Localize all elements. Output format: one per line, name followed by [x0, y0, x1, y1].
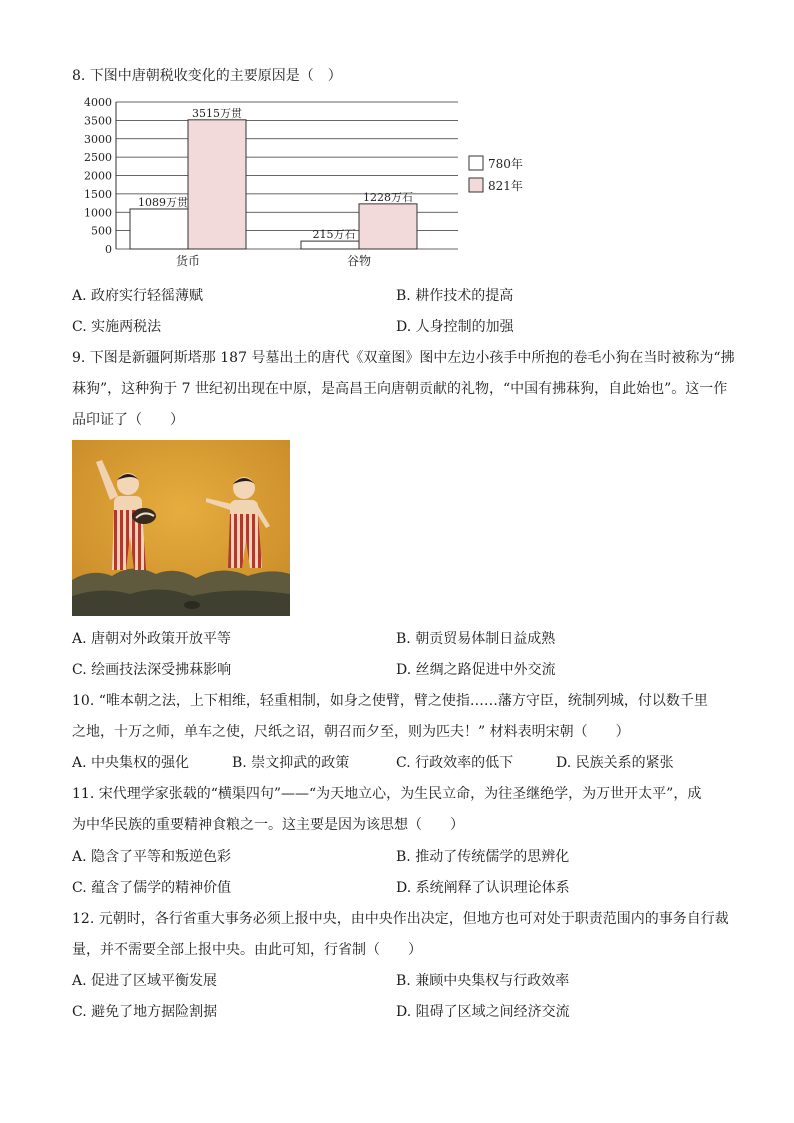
legend-label: 821年 — [488, 179, 523, 193]
question-11-line-2: 为中华民族的重要精神食粮之一。这主要是因为该思想（ ） — [72, 817, 464, 833]
q11-option-b[interactable]: B. 推动了传统儒学的思辨化 — [396, 849, 570, 865]
y-tick-label: 0 — [105, 243, 112, 256]
twin-children-painting — [72, 440, 290, 616]
question-11-line-1: 11. 宋代理学家张载的“横渠四句”——“为天地立心，为生民立命，为往圣继绝学，为万世开太平”，成 — [72, 786, 702, 802]
q12-option-c[interactable]: C. 避免了地方据险割据 — [72, 1004, 218, 1020]
bar — [130, 209, 188, 249]
legend-swatch — [469, 156, 483, 170]
q10-option-b[interactable]: B. 崇文抑武的政策 — [232, 755, 350, 771]
question-8-stem: 8. 下图中唐朝税收变化的主要原因是（ ） — [72, 68, 342, 84]
x-category-label: 谷物 — [346, 254, 372, 268]
question-10-line-2: 之地，十万之师，单车之使，尺纸之诏，朝召而夕至，则为匹夫！” 材料表明宋朝（ ） — [72, 724, 630, 740]
q8-option-d[interactable]: D. 人身控制的加强 — [396, 319, 514, 335]
legend-swatch — [469, 178, 483, 192]
question-12-line-2: 量，并不需要全部上报中央。由此可知，行省制（ ） — [72, 942, 422, 958]
q9-option-b[interactable]: B. 朝贡贸易体制日益成熟 — [396, 631, 556, 647]
y-tick-label: 2500 — [84, 151, 112, 165]
q12-option-b[interactable]: B. 兼顾中央集权与行政效率 — [396, 973, 570, 989]
y-tick-label: 4000 — [84, 96, 112, 109]
q8-option-a[interactable]: A. 政府实行轻徭薄赋 — [72, 288, 204, 304]
q12-option-d[interactable]: D. 阻碍了区域之间经济交流 — [396, 1004, 570, 1020]
question-9-line-2: 菻狗”，这种狗于 7 世纪初出现在中原，是高昌王向唐朝贡献的礼物，“中国有拂菻狗，自此始也”。这一作 — [72, 381, 728, 397]
legend-label: 780年 — [488, 157, 523, 171]
y-tick-label: 1000 — [84, 206, 112, 220]
q8-option-c[interactable]: C. 实施两税法 — [72, 319, 162, 335]
bar-data-label: 1089万贯 — [138, 195, 188, 209]
q9-option-d[interactable]: D. 丝绸之路促进中外交流 — [396, 662, 556, 678]
bar — [188, 120, 246, 249]
q11-option-d[interactable]: D. 系统阐释了认识理论体系 — [396, 880, 570, 896]
tax-bar-chart — [80, 92, 540, 272]
q11-option-c[interactable]: C. 蕴含了儒学的精神价值 — [72, 880, 232, 896]
q11-option-a[interactable]: A. 隐含了平等和叛逆色彩 — [72, 849, 232, 865]
y-tick-label: 3000 — [84, 132, 112, 146]
y-tick-label: 3500 — [84, 114, 112, 128]
bar — [301, 241, 359, 249]
y-tick-label: 500 — [91, 224, 112, 238]
question-9-line-1: 9. 下图是新疆阿斯塔那 187 号墓出土的唐代《双童图》图中左边小孩手中所抱的卷毛小狗在当时被称为“拂 — [72, 350, 735, 366]
q9-option-c[interactable]: C. 绘画技法深受拂菻影响 — [72, 662, 232, 678]
y-tick-label: 2000 — [84, 169, 112, 183]
x-category-label: 货币 — [175, 254, 201, 268]
question-12-line-1: 12. 元朝时，各行省重大事务必须上报中央，由中央作出决定，但地方也可对处于职责范围内的事务自行裁 — [72, 911, 729, 927]
q10-option-d[interactable]: D. 民族关系的紧张 — [556, 755, 674, 771]
question-9-line-3: 品印证了（ ） — [72, 412, 184, 428]
bar — [359, 204, 417, 249]
q12-option-a[interactable]: A. 促进了区域平衡发展 — [72, 973, 218, 989]
y-tick-label: 1500 — [84, 187, 112, 201]
q9-option-a[interactable]: A. 唐朝对外政策开放平等 — [72, 631, 232, 647]
bar-data-label: 215万石 — [312, 228, 356, 242]
bar-data-label: 1228万石 — [363, 190, 413, 204]
bar-data-label: 3515万贯 — [192, 106, 242, 120]
q10-option-a[interactable]: A. 中央集权的强化 — [72, 755, 190, 771]
q10-option-c[interactable]: C. 行政效率的低下 — [396, 755, 514, 771]
question-10-line-1: 10. “唯本朝之法，上下相维，轻重相制，如身之使臂，臂之使指……藩方守臣，统制列城，付以数千里 — [72, 693, 708, 709]
q8-option-b[interactable]: B. 耕作技术的提高 — [396, 288, 514, 304]
